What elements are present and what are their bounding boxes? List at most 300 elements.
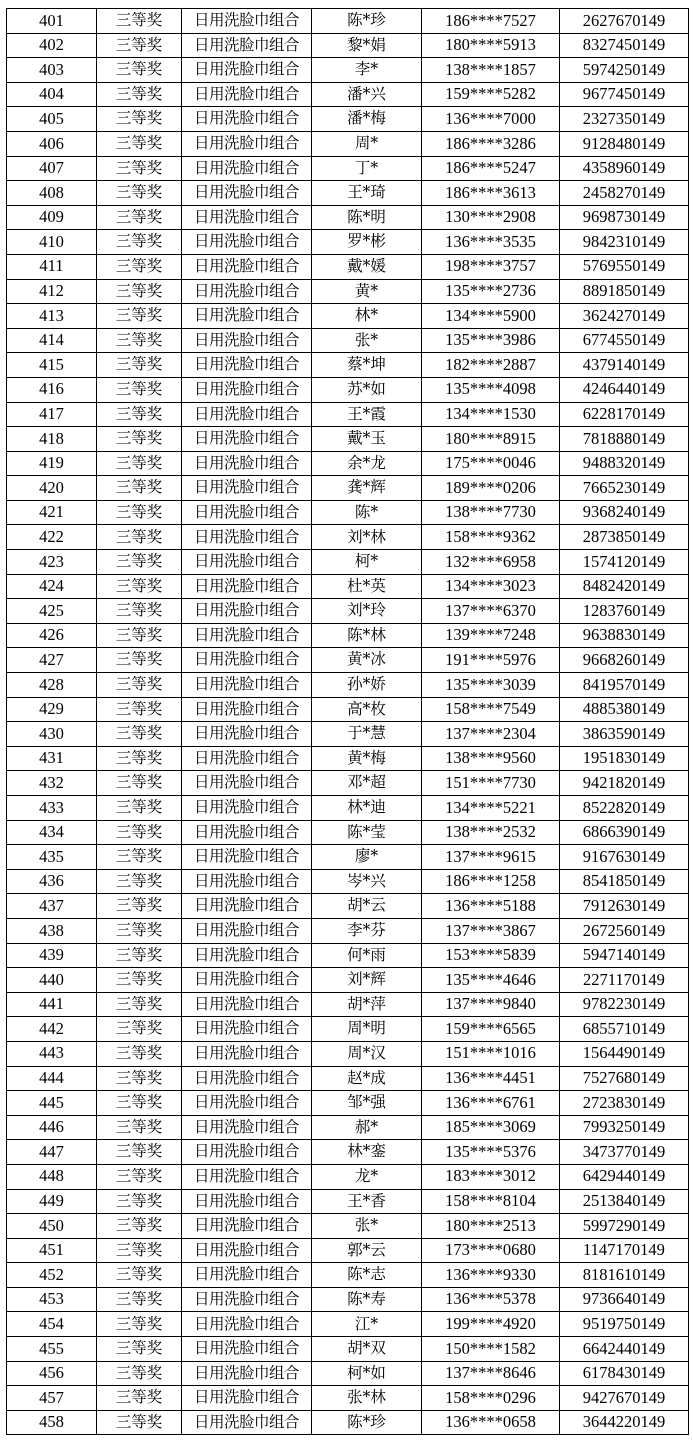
prize-item-cell: 日用洗脸巾组合 [182,1091,312,1116]
phone-number-cell: 158****8104 [422,1189,560,1214]
prize-level-cell: 三等奖 [97,254,182,279]
phone-number-cell: 175****0046 [422,451,560,476]
winner-name-cell: 陈*莹 [312,820,422,845]
serial-number-cell: 458 [7,1410,97,1435]
prize-item-cell: 日用洗脸巾组合 [182,1386,312,1411]
redeem-code-cell: 6855710149 [560,1017,689,1042]
winner-name-cell: 邓*超 [312,771,422,796]
winner-name-cell: 胡*萍 [312,992,422,1017]
winner-name-cell: 郝* [312,1115,422,1140]
winner-name-cell: 周*明 [312,1017,422,1042]
prize-item-cell: 日用洗脸巾组合 [182,992,312,1017]
winner-name-cell: 王*霞 [312,402,422,427]
phone-number-cell: 191****5976 [422,648,560,673]
phone-number-cell: 138****2532 [422,820,560,845]
serial-number-cell: 422 [7,525,97,550]
table-row [7,722,689,747]
table-row [7,1361,689,1386]
serial-number-cell: 425 [7,599,97,624]
redeem-code-cell: 9842310149 [560,230,689,255]
prize-item-cell: 日用洗脸巾组合 [182,1066,312,1091]
table-row [7,82,689,107]
serial-number-cell: 432 [7,771,97,796]
prize-level-cell: 三等奖 [97,673,182,698]
serial-number-cell: 423 [7,550,97,575]
redeem-code-cell: 2672560149 [560,918,689,943]
serial-number-cell: 447 [7,1140,97,1165]
prize-item-cell: 日用洗脸巾组合 [182,918,312,943]
winner-name-cell: 黄*梅 [312,746,422,771]
serial-number-cell: 401 [7,9,97,34]
prize-level-cell: 三等奖 [97,894,182,919]
table-row [7,599,689,624]
winner-name-cell: 黄*冰 [312,648,422,673]
table-row [7,181,689,206]
serial-number-cell: 415 [7,353,97,378]
phone-number-cell: 186****5247 [422,156,560,181]
table-row [7,623,689,648]
prize-item-cell: 日用洗脸巾组合 [182,1214,312,1239]
table-row [7,1263,689,1288]
prize-item-cell: 日用洗脸巾组合 [182,9,312,34]
phone-number-cell: 134****3023 [422,574,560,599]
serial-number-cell: 419 [7,451,97,476]
redeem-code-cell: 9421820149 [560,771,689,796]
serial-number-cell: 410 [7,230,97,255]
prize-item-cell: 日用洗脸巾组合 [182,1164,312,1189]
prize-item-cell: 日用洗脸巾组合 [182,869,312,894]
serial-number-cell: 424 [7,574,97,599]
table-row [7,377,689,402]
phone-number-cell: 180****8915 [422,427,560,452]
prize-level-cell: 三等奖 [97,377,182,402]
table-row [7,1164,689,1189]
serial-number-cell: 414 [7,328,97,353]
winner-name-cell: 林*迪 [312,796,422,821]
prize-item-cell: 日用洗脸巾组合 [182,451,312,476]
winner-name-cell: 于*慧 [312,722,422,747]
table-row [7,968,689,993]
serial-number-cell: 416 [7,377,97,402]
winner-name-cell: 黄* [312,279,422,304]
prize-level-cell: 三等奖 [97,1361,182,1386]
serial-number-cell: 431 [7,746,97,771]
redeem-code-cell: 9638830149 [560,623,689,648]
serial-number-cell: 403 [7,58,97,83]
phone-number-cell: 135****2736 [422,279,560,304]
prize-item-cell: 日用洗脸巾组合 [182,279,312,304]
phone-number-cell: 137****9840 [422,992,560,1017]
prize-item-cell: 日用洗脸巾组合 [182,1361,312,1386]
prize-level-cell: 三等奖 [97,476,182,501]
phone-number-cell: 132****6958 [422,550,560,575]
prize-item-cell: 日用洗脸巾组合 [182,1041,312,1066]
redeem-code-cell: 3624270149 [560,304,689,329]
phone-number-cell: 136****5378 [422,1287,560,1312]
prize-level-cell: 三等奖 [97,328,182,353]
phone-number-cell: 136****3535 [422,230,560,255]
prize-item-cell: 日用洗脸巾组合 [182,33,312,58]
phone-number-cell: 173****0680 [422,1238,560,1263]
prize-item-cell: 日用洗脸巾组合 [182,1337,312,1362]
prize-level-cell: 三等奖 [97,230,182,255]
prize-item-cell: 日用洗脸巾组合 [182,1238,312,1263]
prize-level-cell: 三等奖 [97,1238,182,1263]
prize-item-cell: 日用洗脸巾组合 [182,796,312,821]
winner-name-cell: 周*汉 [312,1041,422,1066]
serial-number-cell: 430 [7,722,97,747]
redeem-code-cell: 8181610149 [560,1263,689,1288]
prize-item-cell: 日用洗脸巾组合 [182,1017,312,1042]
serial-number-cell: 420 [7,476,97,501]
winner-name-cell: 林* [312,304,422,329]
prize-level-cell: 三等奖 [97,1410,182,1435]
winner-name-cell: 黎*娟 [312,33,422,58]
phone-number-cell: 135****3039 [422,673,560,698]
prize-item-cell: 日用洗脸巾组合 [182,574,312,599]
redeem-code-cell: 9488320149 [560,451,689,476]
table-row [7,574,689,599]
redeem-code-cell: 9677450149 [560,82,689,107]
winner-name-cell: 陈* [312,500,422,525]
table-row [7,1238,689,1263]
prize-item-cell: 日用洗脸巾组合 [182,476,312,501]
serial-number-cell: 404 [7,82,97,107]
winner-name-cell: 刘*玲 [312,599,422,624]
redeem-code-cell: 8891850149 [560,279,689,304]
phone-number-cell: 138****7730 [422,500,560,525]
table-row [7,673,689,698]
phone-number-cell: 153****5839 [422,943,560,968]
prize-item-cell: 日用洗脸巾组合 [182,1312,312,1337]
table-row [7,156,689,181]
winner-name-cell: 杜*英 [312,574,422,599]
serial-number-cell: 417 [7,402,97,427]
prize-level-cell: 三等奖 [97,205,182,230]
serial-number-cell: 412 [7,279,97,304]
phone-number-cell: 186****1258 [422,869,560,894]
prize-item-cell: 日用洗脸巾组合 [182,648,312,673]
serial-number-cell: 437 [7,894,97,919]
serial-number-cell: 427 [7,648,97,673]
prize-level-cell: 三等奖 [97,1263,182,1288]
table-row [7,1287,689,1312]
phone-number-cell: 186****3286 [422,131,560,156]
prize-level-cell: 三等奖 [97,1287,182,1312]
winner-name-cell: 潘*兴 [312,82,422,107]
winner-name-cell: 张* [312,1214,422,1239]
prize-level-cell: 三等奖 [97,845,182,870]
winner-name-cell: 苏*如 [312,377,422,402]
table-row [7,1140,689,1165]
table-row [7,254,689,279]
prize-item-cell: 日用洗脸巾组合 [182,427,312,452]
prize-level-cell: 三等奖 [97,943,182,968]
prize-level-cell: 三等奖 [97,500,182,525]
prize-level-cell: 三等奖 [97,1140,182,1165]
phone-number-cell: 137****2304 [422,722,560,747]
phone-number-cell: 137****9615 [422,845,560,870]
table-row [7,58,689,83]
table-row [7,1115,689,1140]
prize-level-cell: 三等奖 [97,697,182,722]
winner-name-cell: 丁* [312,156,422,181]
serial-number-cell: 439 [7,943,97,968]
winner-name-cell: 赵*成 [312,1066,422,1091]
prize-level-cell: 三等奖 [97,525,182,550]
serial-number-cell: 433 [7,796,97,821]
winner-name-cell: 李* [312,58,422,83]
table-row [7,1091,689,1116]
table-row [7,107,689,132]
prize-item-cell: 日用洗脸巾组合 [182,254,312,279]
redeem-code-cell: 4379140149 [560,353,689,378]
phone-number-cell: 180****5913 [422,33,560,58]
winner-name-cell: 龙* [312,1164,422,1189]
redeem-code-cell: 9167630149 [560,845,689,870]
prize-level-cell: 三等奖 [97,304,182,329]
redeem-code-cell: 7527680149 [560,1066,689,1091]
table-row [7,205,689,230]
winner-name-cell: 何*雨 [312,943,422,968]
phone-number-cell: 158****7549 [422,697,560,722]
phone-number-cell: 137****3867 [422,918,560,943]
redeem-code-cell: 6228170149 [560,402,689,427]
table-row [7,918,689,943]
phone-number-cell: 185****3069 [422,1115,560,1140]
redeem-code-cell: 5997290149 [560,1214,689,1239]
table-row [7,697,689,722]
winner-name-cell: 陈*林 [312,623,422,648]
redeem-code-cell: 8327450149 [560,33,689,58]
phone-number-cell: 134****5900 [422,304,560,329]
prize-item-cell: 日用洗脸巾组合 [182,525,312,550]
serial-number-cell: 436 [7,869,97,894]
phone-number-cell: 158****9362 [422,525,560,550]
prize-item-cell: 日用洗脸巾组合 [182,205,312,230]
winner-name-cell: 林*銮 [312,1140,422,1165]
serial-number-cell: 426 [7,623,97,648]
prize-item-cell: 日用洗脸巾组合 [182,402,312,427]
prize-level-cell: 三等奖 [97,722,182,747]
table-row [7,771,689,796]
phone-number-cell: 136****9330 [422,1263,560,1288]
serial-number-cell: 448 [7,1164,97,1189]
redeem-code-cell: 8482420149 [560,574,689,599]
prize-level-cell: 三等奖 [97,1017,182,1042]
table-row [7,796,689,821]
prize-level-cell: 三等奖 [97,107,182,132]
redeem-code-cell: 6642440149 [560,1337,689,1362]
prize-item-cell: 日用洗脸巾组合 [182,845,312,870]
prize-item-cell: 日用洗脸巾组合 [182,894,312,919]
serial-number-cell: 440 [7,968,97,993]
phone-number-cell: 182****2887 [422,353,560,378]
prize-item-cell: 日用洗脸巾组合 [182,599,312,624]
winner-name-cell: 潘*梅 [312,107,422,132]
serial-number-cell: 411 [7,254,97,279]
table-row [7,1066,689,1091]
prize-level-cell: 三等奖 [97,451,182,476]
redeem-code-cell: 6429440149 [560,1164,689,1189]
table-row [7,1041,689,1066]
phone-number-cell: 136****7000 [422,107,560,132]
phone-number-cell: 151****1016 [422,1041,560,1066]
serial-number-cell: 450 [7,1214,97,1239]
prize-item-cell: 日用洗脸巾组合 [182,1287,312,1312]
winner-name-cell: 戴*玉 [312,427,422,452]
redeem-code-cell: 2723830149 [560,1091,689,1116]
phone-number-cell: 137****6370 [422,599,560,624]
phone-number-cell: 136****4451 [422,1066,560,1091]
redeem-code-cell: 4358960149 [560,156,689,181]
serial-number-cell: 421 [7,500,97,525]
serial-number-cell: 452 [7,1263,97,1288]
serial-number-cell: 429 [7,697,97,722]
redeem-code-cell: 9368240149 [560,500,689,525]
phone-number-cell: 136****5188 [422,894,560,919]
phone-number-cell: 135****4646 [422,968,560,993]
serial-number-cell: 451 [7,1238,97,1263]
table-row [7,402,689,427]
redeem-code-cell: 6178430149 [560,1361,689,1386]
prize-level-cell: 三等奖 [97,820,182,845]
serial-number-cell: 443 [7,1041,97,1066]
serial-number-cell: 446 [7,1115,97,1140]
redeem-code-cell: 2627670149 [560,9,689,34]
prize-item-cell: 日用洗脸巾组合 [182,328,312,353]
serial-number-cell: 413 [7,304,97,329]
table-row [7,992,689,1017]
phone-number-cell: 189****0206 [422,476,560,501]
redeem-code-cell: 2327350149 [560,107,689,132]
serial-number-cell: 434 [7,820,97,845]
redeem-code-cell: 8419570149 [560,673,689,698]
winner-name-cell: 戴*媛 [312,254,422,279]
prize-level-cell: 三等奖 [97,746,182,771]
table-row [7,1214,689,1239]
prize-level-cell: 三等奖 [97,58,182,83]
redeem-code-cell: 4246440149 [560,377,689,402]
redeem-code-cell: 1951830149 [560,746,689,771]
table-row [7,1312,689,1337]
serial-number-cell: 418 [7,427,97,452]
winner-name-cell: 柯* [312,550,422,575]
winner-name-cell: 陈*明 [312,205,422,230]
prize-level-cell: 三等奖 [97,1337,182,1362]
redeem-code-cell: 9668260149 [560,648,689,673]
prize-level-cell: 三等奖 [97,279,182,304]
redeem-code-cell: 1564490149 [560,1041,689,1066]
redeem-code-cell: 1574120149 [560,550,689,575]
redeem-code-cell: 3644220149 [560,1410,689,1435]
prize-level-cell: 三等奖 [97,1066,182,1091]
phone-number-cell: 159****6565 [422,1017,560,1042]
prize-level-cell: 三等奖 [97,1189,182,1214]
prize-item-cell: 日用洗脸巾组合 [182,1263,312,1288]
prize-item-cell: 日用洗脸巾组合 [182,746,312,771]
winner-name-cell: 廖* [312,845,422,870]
winner-name-cell: 陈*珍 [312,1410,422,1435]
serial-number-cell: 441 [7,992,97,1017]
winners-table [6,8,689,1435]
winner-name-cell: 王*琦 [312,181,422,206]
prize-item-cell: 日用洗脸巾组合 [182,58,312,83]
prize-item-cell: 日用洗脸巾组合 [182,697,312,722]
winner-name-cell: 龚*辉 [312,476,422,501]
table-row [7,648,689,673]
prize-level-cell: 三等奖 [97,181,182,206]
serial-number-cell: 406 [7,131,97,156]
phone-number-cell: 138****1857 [422,58,560,83]
redeem-code-cell: 5974250149 [560,58,689,83]
table-row [7,1337,689,1362]
redeem-code-cell: 2873850149 [560,525,689,550]
serial-number-cell: 453 [7,1287,97,1312]
serial-number-cell: 444 [7,1066,97,1091]
redeem-code-cell: 7912630149 [560,894,689,919]
phone-number-cell: 186****7527 [422,9,560,34]
winner-name-cell: 刘*辉 [312,968,422,993]
winner-name-cell: 罗*彬 [312,230,422,255]
prize-level-cell: 三等奖 [97,1214,182,1239]
redeem-code-cell: 9519750149 [560,1312,689,1337]
phone-number-cell: 138****9560 [422,746,560,771]
table-row [7,33,689,58]
prize-level-cell: 三等奖 [97,1164,182,1189]
serial-number-cell: 442 [7,1017,97,1042]
prize-level-cell: 三等奖 [97,869,182,894]
prize-level-cell: 三等奖 [97,1041,182,1066]
redeem-code-cell: 4885380149 [560,697,689,722]
redeem-code-cell: 6774550149 [560,328,689,353]
prize-item-cell: 日用洗脸巾组合 [182,673,312,698]
winner-name-cell: 柯*如 [312,1361,422,1386]
table-row [7,279,689,304]
prize-item-cell: 日用洗脸巾组合 [182,304,312,329]
prize-item-cell: 日用洗脸巾组合 [182,131,312,156]
phone-number-cell: 135****4098 [422,377,560,402]
redeem-code-cell: 9128480149 [560,131,689,156]
prize-item-cell: 日用洗脸巾组合 [182,820,312,845]
serial-number-cell: 457 [7,1386,97,1411]
prize-item-cell: 日用洗脸巾组合 [182,181,312,206]
redeem-code-cell: 5769550149 [560,254,689,279]
redeem-code-cell: 9782230149 [560,992,689,1017]
table-row [7,525,689,550]
table-row [7,451,689,476]
prize-item-cell: 日用洗脸巾组合 [182,771,312,796]
prize-level-cell: 三等奖 [97,156,182,181]
redeem-code-cell: 9427670149 [560,1386,689,1411]
redeem-code-cell: 1147170149 [560,1238,689,1263]
winner-name-cell: 张* [312,328,422,353]
phone-number-cell: 135****5376 [422,1140,560,1165]
prize-level-cell: 三等奖 [97,33,182,58]
winner-name-cell: 陈*寿 [312,1287,422,1312]
phone-number-cell: 151****7730 [422,771,560,796]
prize-level-cell: 三等奖 [97,402,182,427]
winner-name-cell: 高*枚 [312,697,422,722]
prize-level-cell: 三等奖 [97,648,182,673]
winner-name-cell: 王*香 [312,1189,422,1214]
serial-number-cell: 438 [7,918,97,943]
phone-number-cell: 159****5282 [422,82,560,107]
serial-number-cell: 454 [7,1312,97,1337]
serial-number-cell: 408 [7,181,97,206]
prize-item-cell: 日用洗脸巾组合 [182,500,312,525]
phone-number-cell: 137****8646 [422,1361,560,1386]
